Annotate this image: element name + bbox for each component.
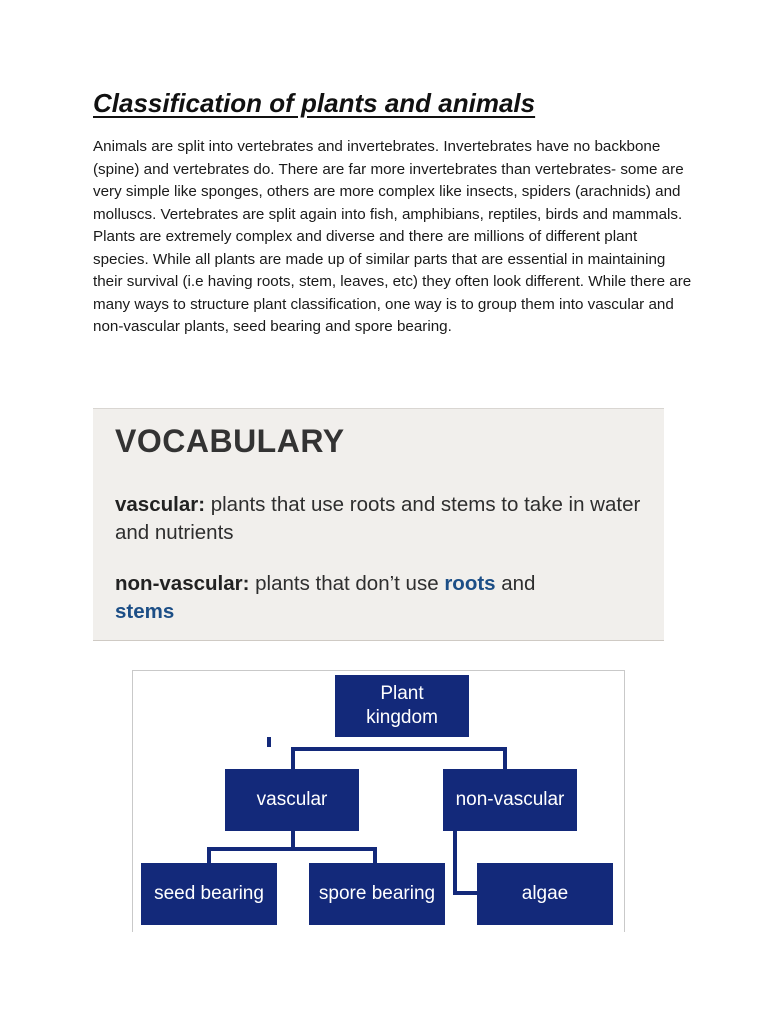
seed-bearing-node: seed bearing xyxy=(141,863,277,925)
roots-highlight: roots xyxy=(444,572,496,595)
algae-node: algae xyxy=(477,863,613,925)
vocabulary-heading: VOCABULARY xyxy=(115,423,345,459)
connector-vascular-down xyxy=(291,831,295,847)
stems-highlight: stems xyxy=(115,600,175,623)
nonvascular-definition-text-1: plants that don’t use xyxy=(249,572,445,595)
non-vascular-node: non-vascular xyxy=(443,769,577,831)
vascular-node: vascular xyxy=(225,769,359,831)
page-title: Classification of plants and animals xyxy=(93,88,536,118)
connector-to-seed xyxy=(207,847,211,863)
connector-to-algae xyxy=(453,891,477,895)
connector-root-down xyxy=(267,737,271,747)
connector-nonvascular-down xyxy=(453,831,457,895)
nonvascular-definition xyxy=(115,570,655,626)
connector-to-nonvascular xyxy=(503,747,507,769)
nonvascular-term: non-vascular: xyxy=(115,572,250,595)
connector-to-spore xyxy=(373,847,377,863)
connector-bottom-horizontal xyxy=(207,847,377,851)
vascular-definition xyxy=(115,491,655,547)
intro-paragraph: Animals are split into vertebrates and invertebrates. Invertebrates have no backbone (spine) and vertebrates do. There are far more invertebrates than vertebrates- some are very simple like sponges, others are more complex like insects, spiders (arachnids) and molluscs. Vertebrates are split again into fish, amphibians, reptiles, birds and mammals. Plants are extremely complex and diverse and there are millions of different plant species. While all plants are made up of similar parts that are essential in maintaining their survival (i.e having roots, stem, leaves, etc) they often look different. While there are many ways to structure plant classification, one way is to group them into vascular and non-vascular plants, seed bearing and spore bearing. xyxy=(93,138,692,335)
nonvascular-definition-text-2: and xyxy=(495,572,536,595)
connector-top-horizontal xyxy=(291,747,507,751)
plant-kingdom-diagram xyxy=(132,670,625,932)
vascular-definition-text: plants that use roots and stems to take in water and nutrients xyxy=(115,493,641,544)
vascular-term: vascular: xyxy=(115,493,206,516)
vocabulary-panel xyxy=(93,408,664,641)
spore-bearing-node: spore bearing xyxy=(309,863,445,925)
connector-to-vascular xyxy=(291,747,295,769)
plant-kingdom-node: Plant kingdom xyxy=(335,675,469,737)
